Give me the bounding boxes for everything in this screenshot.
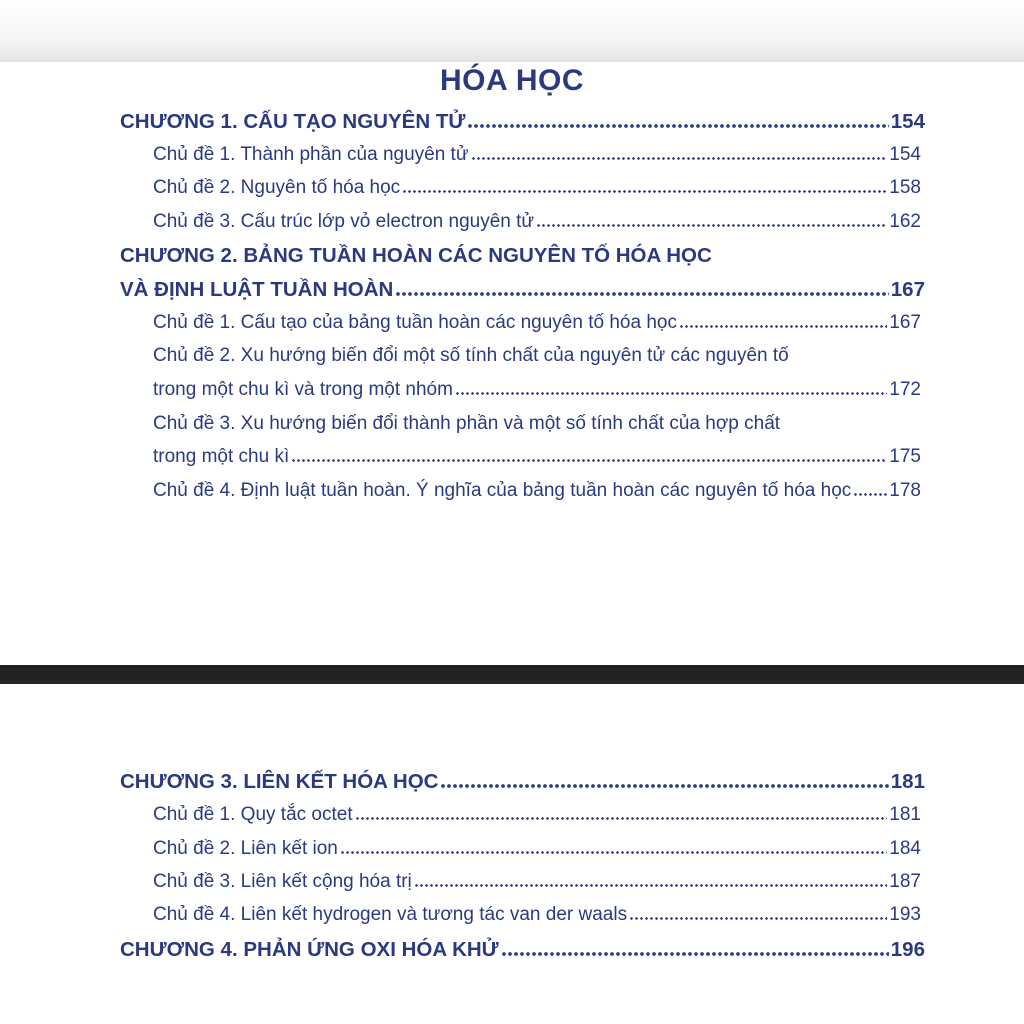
toc-chapter-4 xyxy=(120,938,925,962)
toc-page-number: 167 xyxy=(889,312,921,333)
toc-page-number: 178 xyxy=(889,480,921,501)
top-margin-strip xyxy=(0,0,1024,62)
toc-topic-1-3 xyxy=(153,211,921,233)
toc-entry-label: trong một chu kì và trong một nhóm xyxy=(153,379,453,400)
toc-entry-label: Chủ đề 2. Nguyên tố hóa học xyxy=(153,177,401,198)
toc-chapter-2-line-2 xyxy=(120,278,925,302)
toc-chapter-1 xyxy=(120,110,925,134)
toc-page-number: 158 xyxy=(889,177,921,198)
toc-topic-2-4 xyxy=(153,480,921,502)
dot-leader xyxy=(402,190,887,193)
dot-leader xyxy=(455,392,887,395)
toc-page-number: 181 xyxy=(890,770,925,793)
dot-leader xyxy=(467,124,888,128)
toc-entry-label: CHƯƠNG 4. PHẢN ỨNG OXI HÓA KHỬ xyxy=(120,938,499,961)
toc-entry-label: trong một chu kì xyxy=(153,446,290,467)
dot-leader xyxy=(291,459,887,462)
dot-leader xyxy=(471,157,888,160)
toc-page-number: 193 xyxy=(889,904,921,925)
toc-topic-2-2-line-1 xyxy=(153,345,921,367)
toc-topic-2-3-line-2 xyxy=(153,446,921,468)
toc-page-number: 181 xyxy=(889,804,921,825)
toc-entry-label: Chủ đề 3. Xu hướng biến đổi thành phần và một số tính chất của hợp chất xyxy=(153,413,781,434)
toc-chapter-2-line-1 xyxy=(120,244,925,268)
toc-topic-2-3-line-1 xyxy=(153,413,921,435)
dot-leader xyxy=(853,493,887,496)
toc-page-number: 154 xyxy=(889,144,921,165)
toc-entry-label: CHƯƠNG 3. LIÊN KẾT HÓA HỌC xyxy=(120,770,439,793)
toc-entry-label: CHƯƠNG 2. BẢNG TUẦN HOÀN CÁC NGUYÊN TỐ HÓA HỌC xyxy=(120,244,712,267)
toc-topic-2-2-line-2 xyxy=(153,379,921,401)
toc-entry-label: Chủ đề 4. Định luật tuần hoàn. Ý nghĩa của bảng tuần hoàn các nguyên tố hóa học xyxy=(153,480,852,501)
toc-topic-1-1 xyxy=(153,144,921,166)
toc-page-number: 154 xyxy=(890,110,925,133)
page-divider xyxy=(0,665,1024,684)
toc-entry-label: Chủ đề 1. Cấu tạo của bảng tuần hoàn các nguyên tố hóa học xyxy=(153,312,677,333)
toc-topic-3-2 xyxy=(153,838,921,860)
toc-entry-label: VÀ ĐỊNH LUẬT TUẦN HOÀN xyxy=(120,278,394,301)
toc-topic-1-2 xyxy=(153,177,921,199)
toc-page-1 xyxy=(0,62,1024,665)
toc-entry-label: Chủ đề 4. Liên kết hydrogen và tương tác van der waals xyxy=(153,904,628,925)
dot-leader xyxy=(679,325,887,328)
toc-entry-label: Chủ đề 3. Cấu trúc lớp vỏ electron nguyên tử xyxy=(153,211,535,232)
toc-page-number: 175 xyxy=(889,446,921,467)
subject-title: HÓA HỌC xyxy=(439,64,585,97)
toc-page-number: 162 xyxy=(889,211,921,232)
toc-topic-3-3 xyxy=(153,871,921,893)
dot-leader xyxy=(501,952,889,956)
toc-chapter-3 xyxy=(120,770,925,794)
toc-page-number: 172 xyxy=(889,379,921,400)
toc-entry-label: Chủ đề 1. Quy tắc octet xyxy=(153,804,353,825)
dot-leader xyxy=(395,292,888,296)
toc-page-number: 196 xyxy=(890,938,925,961)
toc-page-number: 187 xyxy=(889,871,921,892)
dot-leader xyxy=(414,884,888,887)
dot-leader xyxy=(340,851,887,854)
dot-leader xyxy=(440,784,888,788)
toc-entry-label: CHƯƠNG 1. CẤU TẠO NGUYÊN TỬ xyxy=(120,110,466,133)
toc-entry-label: Chủ đề 2. Liên kết ion xyxy=(153,838,338,859)
toc-entry-label: Chủ đề 3. Liên kết cộng hóa trị xyxy=(153,871,412,892)
toc-topic-3-4 xyxy=(153,904,921,926)
toc-page-number: 184 xyxy=(889,838,921,859)
toc-entry-label: Chủ đề 1. Thành phần của nguyên tử xyxy=(153,144,469,165)
toc-topic-2-1 xyxy=(153,312,921,334)
toc-page-number: 167 xyxy=(890,278,925,301)
toc-topic-3-1 xyxy=(153,804,921,826)
dot-leader xyxy=(629,917,887,920)
toc-entry-label: Chủ đề 2. Xu hướng biến đổi một số tính chất của nguyên tử các nguyên tố xyxy=(153,345,789,366)
toc-page-2 xyxy=(0,684,1024,1024)
dot-leader xyxy=(536,224,887,227)
dot-leader xyxy=(355,817,888,820)
